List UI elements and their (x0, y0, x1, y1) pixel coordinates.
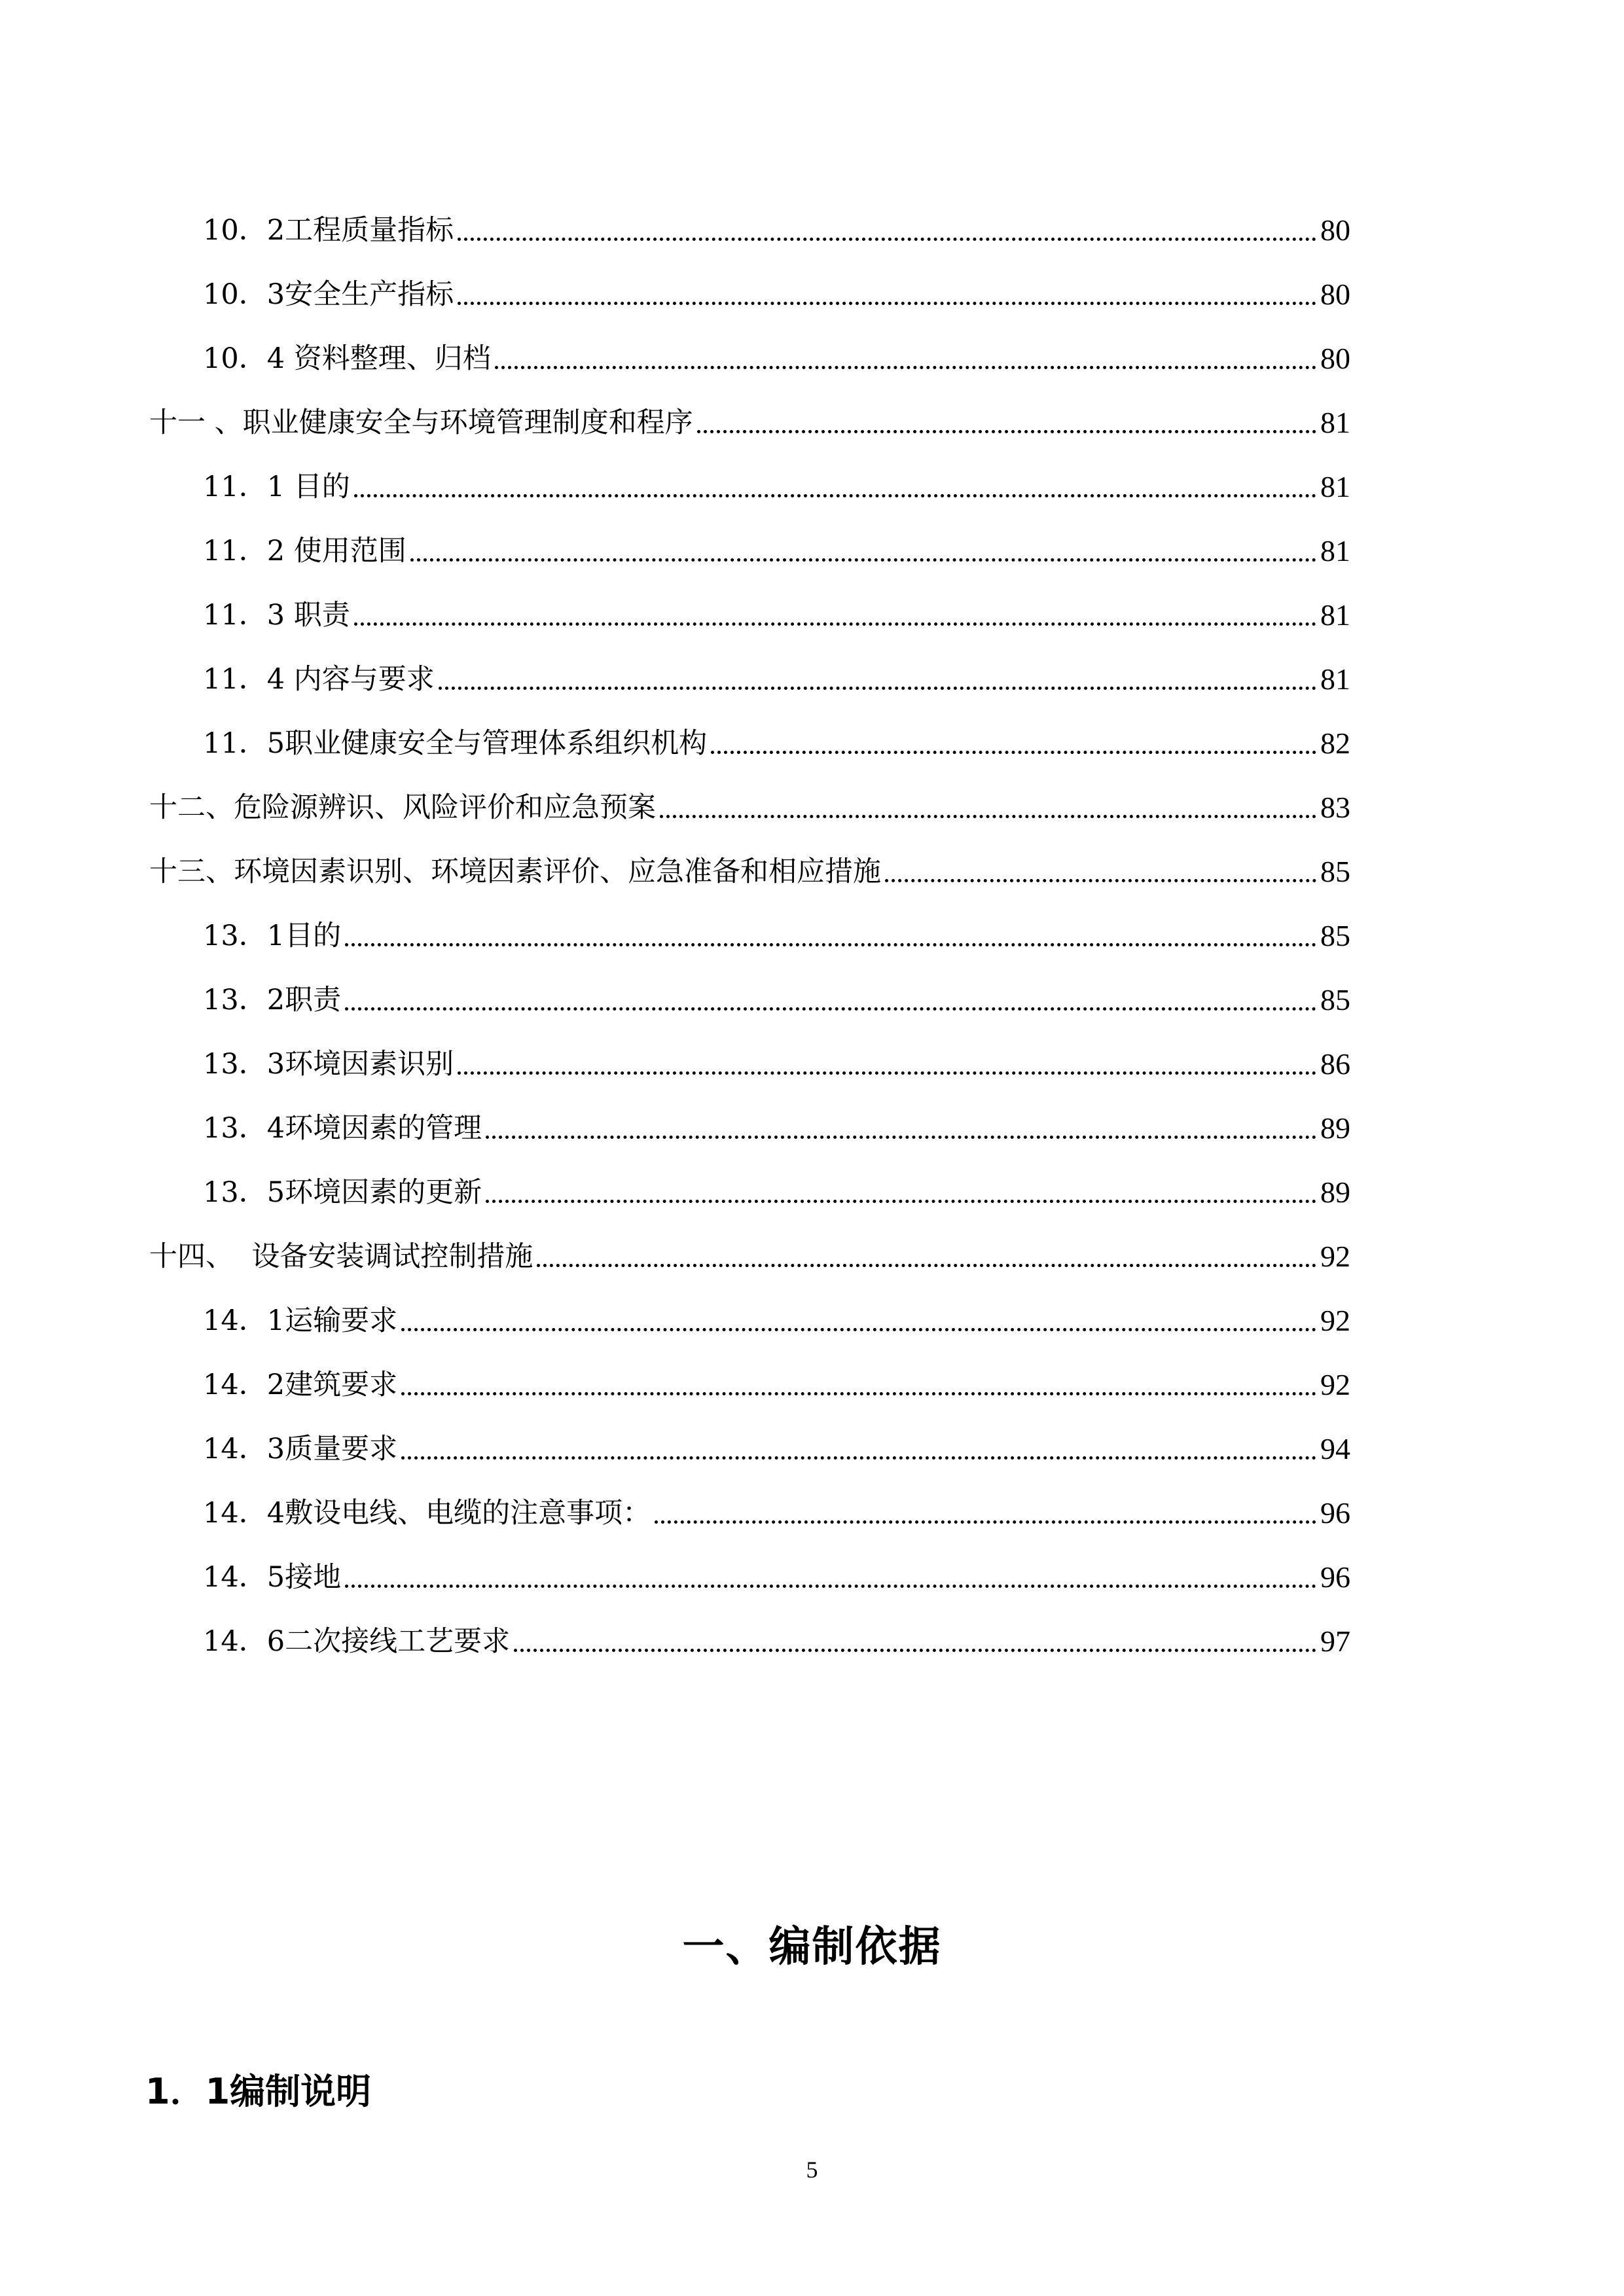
toc-entry-title: 14．2建筑要求 (203, 1369, 398, 1401)
toc-entry[interactable] (203, 1102, 1350, 1148)
page-number: 5 (806, 2157, 818, 2183)
toc-entry-page: 81 (1320, 662, 1350, 696)
toc-entry-title: 14．6二次接线工艺要求 (203, 1625, 511, 1658)
toc-entry-title: 11．2 使用范围 (203, 535, 406, 567)
toc-entry-page: 80 (1320, 278, 1350, 311)
toc-entry-title: 14．3质量要求 (203, 1433, 398, 1465)
dot-leader (401, 1392, 1316, 1395)
toc-entry[interactable] (203, 653, 1350, 699)
dot-leader (345, 1585, 1316, 1588)
toc-entry-page: 85 (1320, 855, 1350, 888)
toc-entry[interactable] (149, 1230, 1350, 1276)
dot-leader (486, 1200, 1316, 1203)
toc-entry[interactable] (203, 1615, 1350, 1661)
dot-leader (711, 751, 1316, 754)
dot-leader (401, 1456, 1316, 1460)
toc-entry[interactable] (203, 332, 1350, 378)
dot-leader (885, 879, 1316, 882)
toc-entry-title: 11．4 内容与要求 (203, 663, 435, 696)
dot-leader (354, 494, 1316, 497)
toc-entry-page: 97 (1320, 1624, 1350, 1658)
toc-entry-page: 81 (1320, 470, 1350, 503)
dot-leader (401, 1328, 1316, 1331)
toc-entry-page: 80 (1320, 213, 1350, 247)
toc-entry-title: 13．4环境因素的管理 (203, 1112, 482, 1145)
toc-entry-title: 13．2职责 (203, 984, 342, 1016)
toc-entry[interactable] (203, 974, 1350, 1020)
toc-entry-page: 96 (1320, 1560, 1350, 1594)
toc-entry-page: 94 (1320, 1432, 1350, 1465)
toc-entry-page: 86 (1320, 1047, 1350, 1081)
toc-entry[interactable] (203, 1295, 1350, 1340)
toc-entry[interactable] (203, 1359, 1350, 1405)
toc-entry-page: 92 (1320, 1304, 1350, 1337)
dot-leader (354, 622, 1316, 626)
toc-entry[interactable] (203, 1423, 1350, 1469)
toc-entry-title: 13．3环境因素识别 (203, 1048, 454, 1081)
section-heading: 1．1编制说明 (145, 2071, 372, 2112)
dot-leader (537, 1264, 1316, 1267)
dot-leader (495, 366, 1316, 369)
toc-entry[interactable] (203, 910, 1350, 956)
toc-entry-page: 85 (1320, 983, 1350, 1016)
toc-entry-page: 92 (1320, 1368, 1350, 1401)
toc-entry-page: 80 (1320, 342, 1350, 375)
toc-entry-page: 81 (1320, 598, 1350, 632)
toc-entry-page: 81 (1320, 534, 1350, 567)
toc-entry-title: 14．4敷设电线、电缆的注意事项： (203, 1497, 651, 1530)
toc-entry-title: 十二、危险源辨识、风险评价和应急预案 (149, 791, 656, 824)
toc-entry-title: 10．4 资料整理、归档 (203, 342, 491, 375)
toc-entry-title: 14．1运输要求 (203, 1304, 398, 1337)
toc-entry-page: 89 (1320, 1175, 1350, 1209)
dot-leader (514, 1649, 1316, 1652)
toc-entry[interactable] (203, 1487, 1350, 1533)
toc-entry-title: 十三、环境因素识别、环境因素评价、应急准备和相应措施 (149, 855, 881, 888)
toc-entry-page: 82 (1320, 726, 1350, 760)
toc-entry-title: 13．1目的 (203, 920, 342, 952)
toc-entry-title: 14．5接地 (203, 1561, 342, 1594)
dot-leader (345, 1007, 1316, 1011)
dot-leader (660, 815, 1316, 818)
toc-entry-title: 十一 、职业健康安全与环境管理制度和程序 (149, 406, 693, 439)
dot-leader (458, 302, 1316, 305)
dot-leader (410, 558, 1316, 562)
toc-entry-title: 十四、 设备安装调试控制措施 (149, 1240, 533, 1273)
chapter-heading: 一、编制依据 (682, 1923, 942, 1971)
toc-entry-title: 10．3安全生产指标 (203, 278, 454, 311)
dot-leader (458, 1071, 1316, 1075)
toc-entry[interactable] (203, 204, 1350, 250)
toc-entry-page: 96 (1320, 1496, 1350, 1530)
toc-entry[interactable] (203, 268, 1350, 314)
toc-entry-title: 10．2工程质量指标 (203, 214, 454, 247)
toc-entry[interactable] (203, 589, 1350, 635)
toc-entry-page: 81 (1320, 406, 1350, 439)
toc-entry[interactable] (203, 525, 1350, 571)
toc-entry-page: 89 (1320, 1111, 1350, 1145)
dot-leader (439, 687, 1316, 690)
toc-entry-page: 92 (1320, 1240, 1350, 1273)
toc-entry[interactable] (203, 461, 1350, 507)
toc-entry[interactable] (149, 781, 1350, 827)
toc-entry[interactable] (203, 717, 1350, 763)
toc-entry[interactable] (149, 397, 1350, 442)
dot-leader (486, 1136, 1316, 1139)
toc-entry[interactable] (203, 1166, 1350, 1212)
toc-entry[interactable] (203, 1038, 1350, 1084)
toc-entry-page: 85 (1320, 919, 1350, 952)
toc-entry-title: 11．5职业健康安全与管理体系组织机构 (203, 727, 708, 760)
toc-entry[interactable] (149, 846, 1350, 891)
dot-leader (458, 238, 1316, 241)
toc-entry-page: 83 (1320, 791, 1350, 824)
toc-entry[interactable] (203, 1551, 1350, 1597)
toc-entry-title: 13．5环境因素的更新 (203, 1176, 482, 1209)
dot-leader (345, 943, 1316, 946)
dot-leader (655, 1520, 1316, 1524)
dot-leader (697, 430, 1316, 433)
toc-entry-title: 11．1 目的 (203, 471, 350, 503)
toc-entry-title: 11．3 职责 (203, 599, 350, 632)
